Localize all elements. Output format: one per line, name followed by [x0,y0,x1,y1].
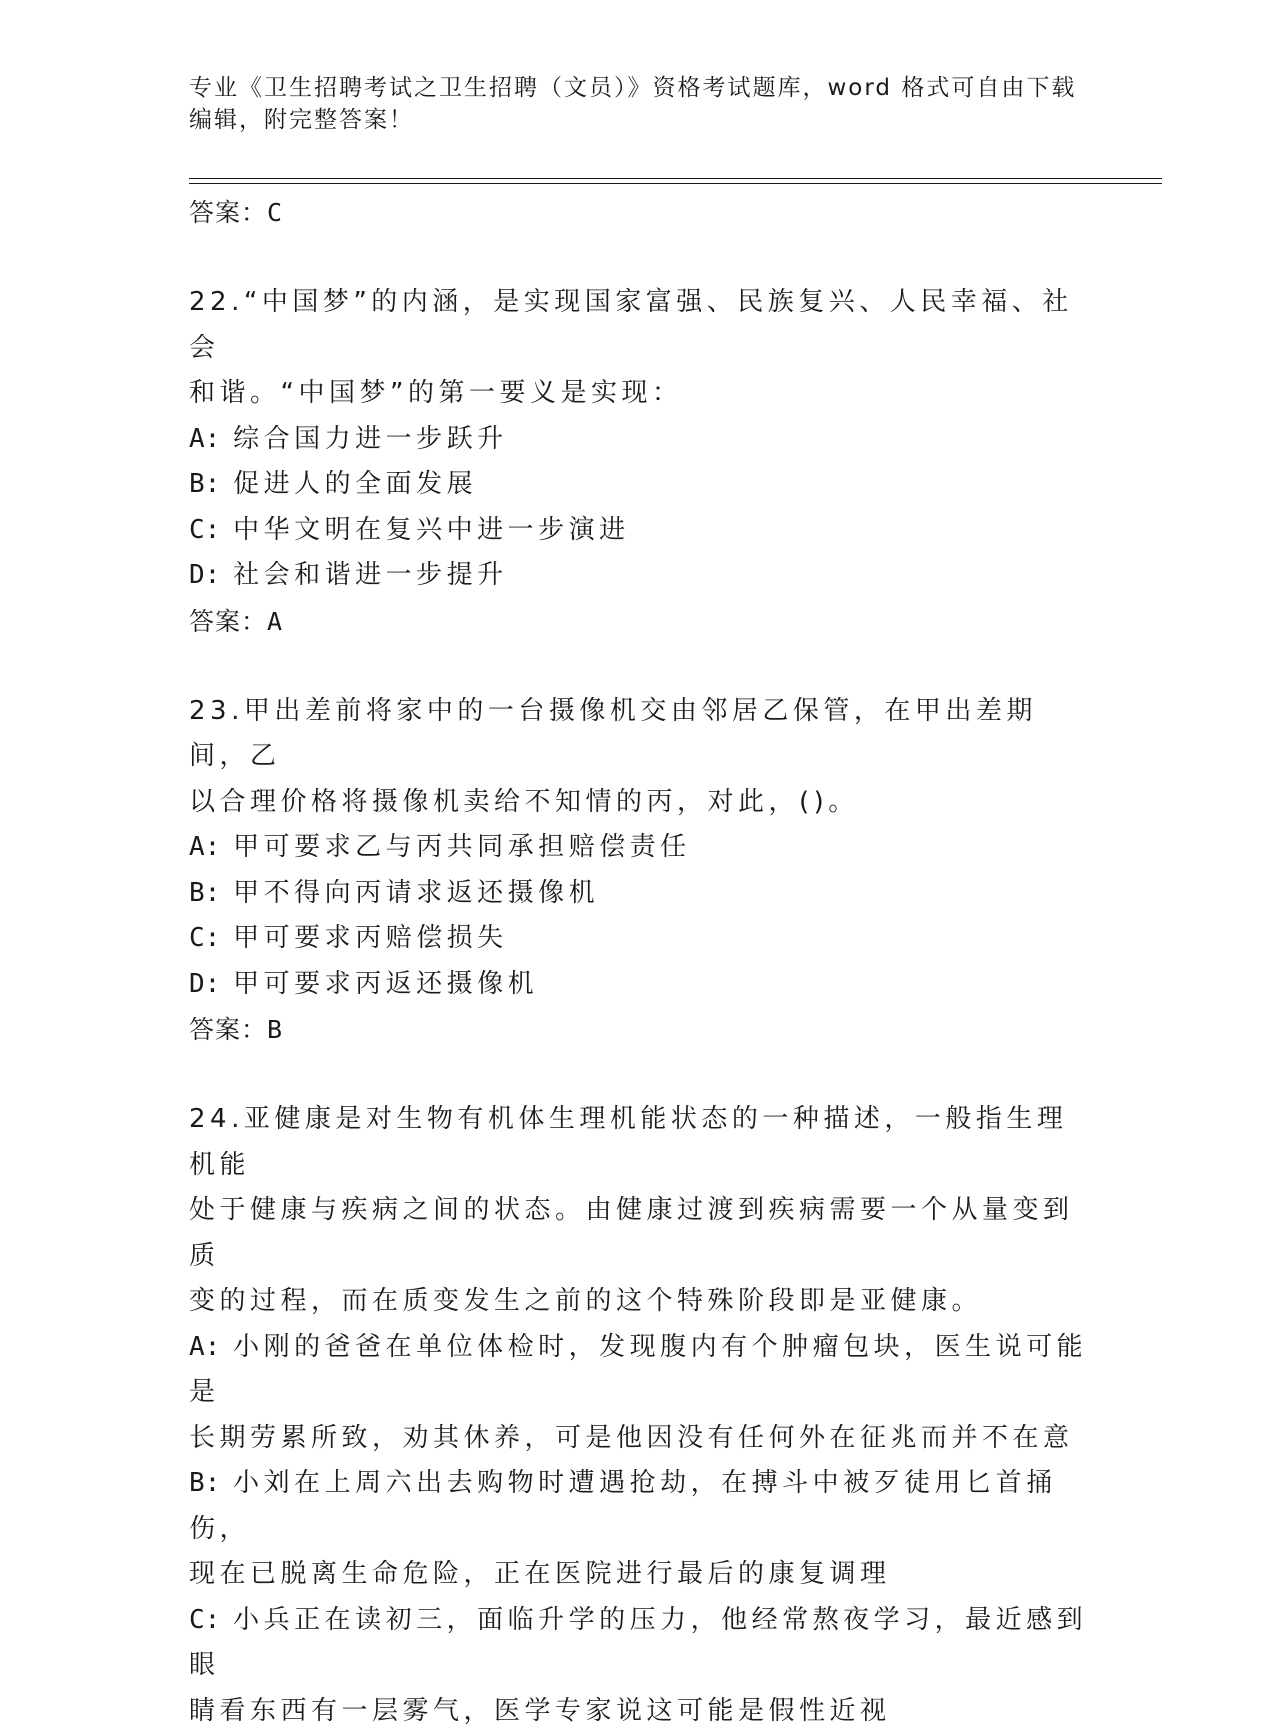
option-d [189,553,1089,599]
header-divider-bottom [189,183,1162,184]
option-text: 甲可要求丙赔偿损失 [233,923,508,953]
option-letter: C: [189,1605,220,1635]
question-text-line: 22.“中国梦”的内涵，是实现国家富强、民族复兴、人民幸福、社会 [189,280,1089,371]
option-text: 小刘在上周六出去购物时遭遇抢劫，在搏斗中被歹徒用匕首捅伤， [189,1468,1057,1544]
option-letter: B: [189,469,220,499]
question-23 [189,689,1089,1053]
answer-value: B [267,1015,283,1044]
question-text-line: 24.亚健康是对生物有机体生理机能状态的一种描述，一般指生理机能 [189,1097,1089,1188]
spacer [189,235,1089,280]
option-letter: A: [189,1332,220,1362]
answer-line [189,190,1089,235]
option-b [189,1461,1089,1552]
option-text: 中华文明在复兴中进一步演进 [233,515,630,545]
answer-label: 答案： [189,1015,267,1044]
option-a [189,417,1089,463]
option-text: 小兵正在读初三，面临升学的压力，他经常熬夜学习，最近感到眼 [189,1605,1087,1681]
option-text-continuation: 现在已脱离生命危险，正在医院进行最后的康复调理 [189,1552,1089,1598]
option-b [189,462,1089,508]
answer-line [189,1007,1089,1052]
option-text-continuation: 睛看东西有一层雾气，医学专家说这可能是假性近视 [189,1689,1089,1734]
option-letter: D: [189,969,220,999]
option-c [189,916,1089,962]
option-text: 社会和谐进一步提升 [233,560,508,590]
answer-line [189,599,1089,644]
question-text-line: 以合理价格将摄像机卖给不知情的丙，对此，()。 [189,780,1089,826]
spacer [189,1052,1089,1097]
option-letter: A: [189,424,220,454]
question-text-line: 变的过程，而在质变发生之前的这个特殊阶段即是亚健康。 [189,1279,1089,1325]
option-letter: C: [189,515,220,545]
option-letter: C: [189,923,220,953]
header-line-2: 编辑，附完整答案！ [189,104,1089,136]
question-text-line: 处于健康与疾病之间的状态。由健康过渡到疾病需要一个从量变到质 [189,1188,1089,1279]
option-text: 甲可要求丙返还摄像机 [233,969,538,999]
option-text: 甲不得向丙请求返还摄像机 [233,878,599,908]
option-text: 促进人的全面发展 [233,469,477,499]
header-divider-top [189,178,1162,179]
document-header [189,72,1089,136]
option-d [189,962,1089,1008]
option-text-continuation: 长期劳累所致，劝其休养，可是他因没有任何外在征兆而并不在意 [189,1416,1089,1462]
answer-value: C [267,198,283,227]
option-text: 小刚的爸爸在单位体检时，发现腹内有个肿瘤包块，医生说可能是 [189,1332,1087,1408]
answer-value: A [267,607,283,636]
option-b [189,871,1089,917]
option-c [189,1598,1089,1689]
header-line-1: 专业《卫生招聘考试之卫生招聘（文员）》资格考试题库，word 格式可自由下载 [189,72,1089,104]
option-text: 综合国力进一步跃升 [233,424,508,454]
question-text-line: 和谐。“中国梦”的第一要义是实现： [189,371,1089,417]
question-24 [189,1097,1089,1734]
option-text: 甲可要求乙与丙共同承担赔偿责任 [233,832,691,862]
option-a [189,1325,1089,1416]
question-22 [189,280,1089,644]
answer-label: 答案： [189,607,267,636]
question-text-line: 23.甲出差前将家中的一台摄像机交由邻居乙保管，在甲出差期间，乙 [189,689,1089,780]
answer-label: 答案： [189,198,267,227]
spacer [189,644,1089,689]
option-letter: A: [189,832,220,862]
option-letter: B: [189,1468,220,1498]
option-letter: B: [189,878,220,908]
question-list [189,190,1089,1734]
option-a [189,825,1089,871]
option-c [189,508,1089,554]
option-letter: D: [189,560,220,590]
